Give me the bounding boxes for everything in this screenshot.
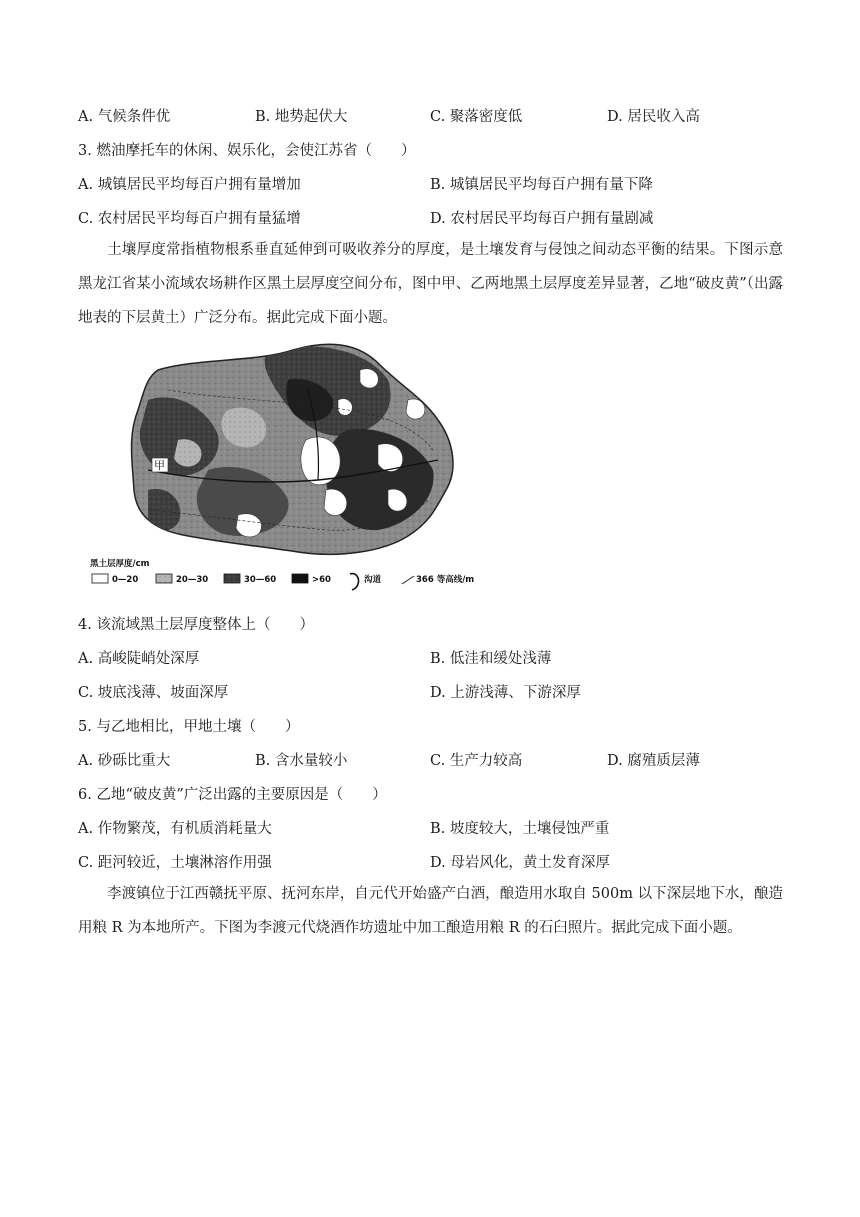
q5-option-b: B. 含水量较小 bbox=[255, 753, 348, 769]
passage-lidu-text: 李渡镇位于江西赣抚平原、抚河东岸，自元代开始盛产白酒，酿造用水取自 500m 以下深层地下水，酿造用粮 R 为本地所产。下图为李渡元代烧酒作坊遗址中加工酿造用粮 R 的石臼照片。据此完成下面小题。 bbox=[78, 886, 783, 936]
q4-option-d: D. 上游浅薄、下游深厚 bbox=[430, 685, 581, 701]
passage-soil bbox=[78, 233, 783, 335]
q3-option-d: D. 农村居民平均每百户拥有量剧减 bbox=[430, 211, 654, 227]
legend-label-contour: 366 等高线/m bbox=[416, 575, 475, 585]
q2-option-a: A. 气候条件优 bbox=[78, 109, 171, 125]
q5-option-d: D. 腐殖质层薄 bbox=[607, 753, 700, 769]
q6-stem: 6. 乙地“破皮黄”广泛出露的主要原因是（ ） bbox=[78, 787, 387, 803]
contour-icon bbox=[402, 576, 414, 584]
q4-option-c: C. 坡底浅薄、坡面深厚 bbox=[78, 685, 229, 701]
legend-label-0-20: 0—20 bbox=[112, 575, 139, 585]
q2-option-b: B. 地势起伏大 bbox=[255, 109, 348, 125]
q5-option-a: A. 砂砾比重大 bbox=[78, 753, 171, 769]
q4-option-a: A. 高峻陡峭处深厚 bbox=[78, 651, 200, 667]
channel-icon bbox=[350, 574, 359, 590]
q4-option-b: B. 低洼和缓处浅薄 bbox=[430, 651, 552, 667]
q2-option-d: D. 居民收入高 bbox=[607, 109, 700, 125]
q4-stem: 4. 该流域黑土层厚度整体上（ ） bbox=[78, 617, 314, 633]
q3-option-c: C. 农村居民平均每百户拥有量猛增 bbox=[78, 211, 301, 227]
legend-label-channel: 沟道 bbox=[364, 575, 382, 585]
q3-stem: 3. 燃油摩托车的休闲、娱乐化，会使江苏省（ ） bbox=[78, 143, 416, 159]
legend-label-20-30: 20—30 bbox=[176, 575, 209, 585]
q3-option-b: B. 城镇居民平均每百户拥有量下降 bbox=[430, 177, 653, 193]
q3-option-a: A. 城镇居民平均每百户拥有量增加 bbox=[78, 177, 301, 193]
place-label-jia: 甲 bbox=[154, 459, 165, 472]
q5-stem: 5. 与乙地相比，甲地土壤（ ） bbox=[78, 719, 300, 735]
soil-map-svg bbox=[88, 340, 516, 598]
q5-option-c: C. 生产力较高 bbox=[430, 753, 523, 769]
passage-soil-text: 土壤厚度常指植物根系垂直延伸到可吸收养分的厚度，是土壤发育与侵蚀之间动态平衡的结果。下图示意黑龙江省某小流域农场耕作区黑土层厚度空间分布，图中甲、乙两地黑土层厚度差异显著，乙地“破皮黄”（出露地表的下层黄土）广泛分布。据此完成下面小题。 bbox=[78, 242, 783, 326]
q6-option-d: D. 母岩风化，黄土发育深厚 bbox=[430, 855, 610, 871]
legend-title: 黑土层厚度/cm bbox=[90, 559, 150, 569]
passage-lidu bbox=[78, 877, 783, 945]
q2-option-c: C. 聚落密度低 bbox=[430, 109, 523, 125]
legend-swatch-over-60 bbox=[292, 574, 308, 583]
q6-option-a: A. 作物繁茂，有机质消耗量大 bbox=[78, 821, 272, 837]
legend-swatch-30-60 bbox=[224, 574, 240, 583]
legend-swatch-0-20 bbox=[92, 574, 108, 583]
soil-thickness-map bbox=[88, 340, 516, 598]
q6-option-b: B. 坡度较大，土壤侵蚀严重 bbox=[430, 821, 610, 837]
legend-label-30-60: 30—60 bbox=[244, 575, 277, 585]
legend-label-over-60: >60 bbox=[312, 575, 331, 585]
legend-swatch-20-30 bbox=[156, 574, 172, 583]
q6-option-c: C. 距河较近，土壤淋溶作用强 bbox=[78, 855, 272, 871]
